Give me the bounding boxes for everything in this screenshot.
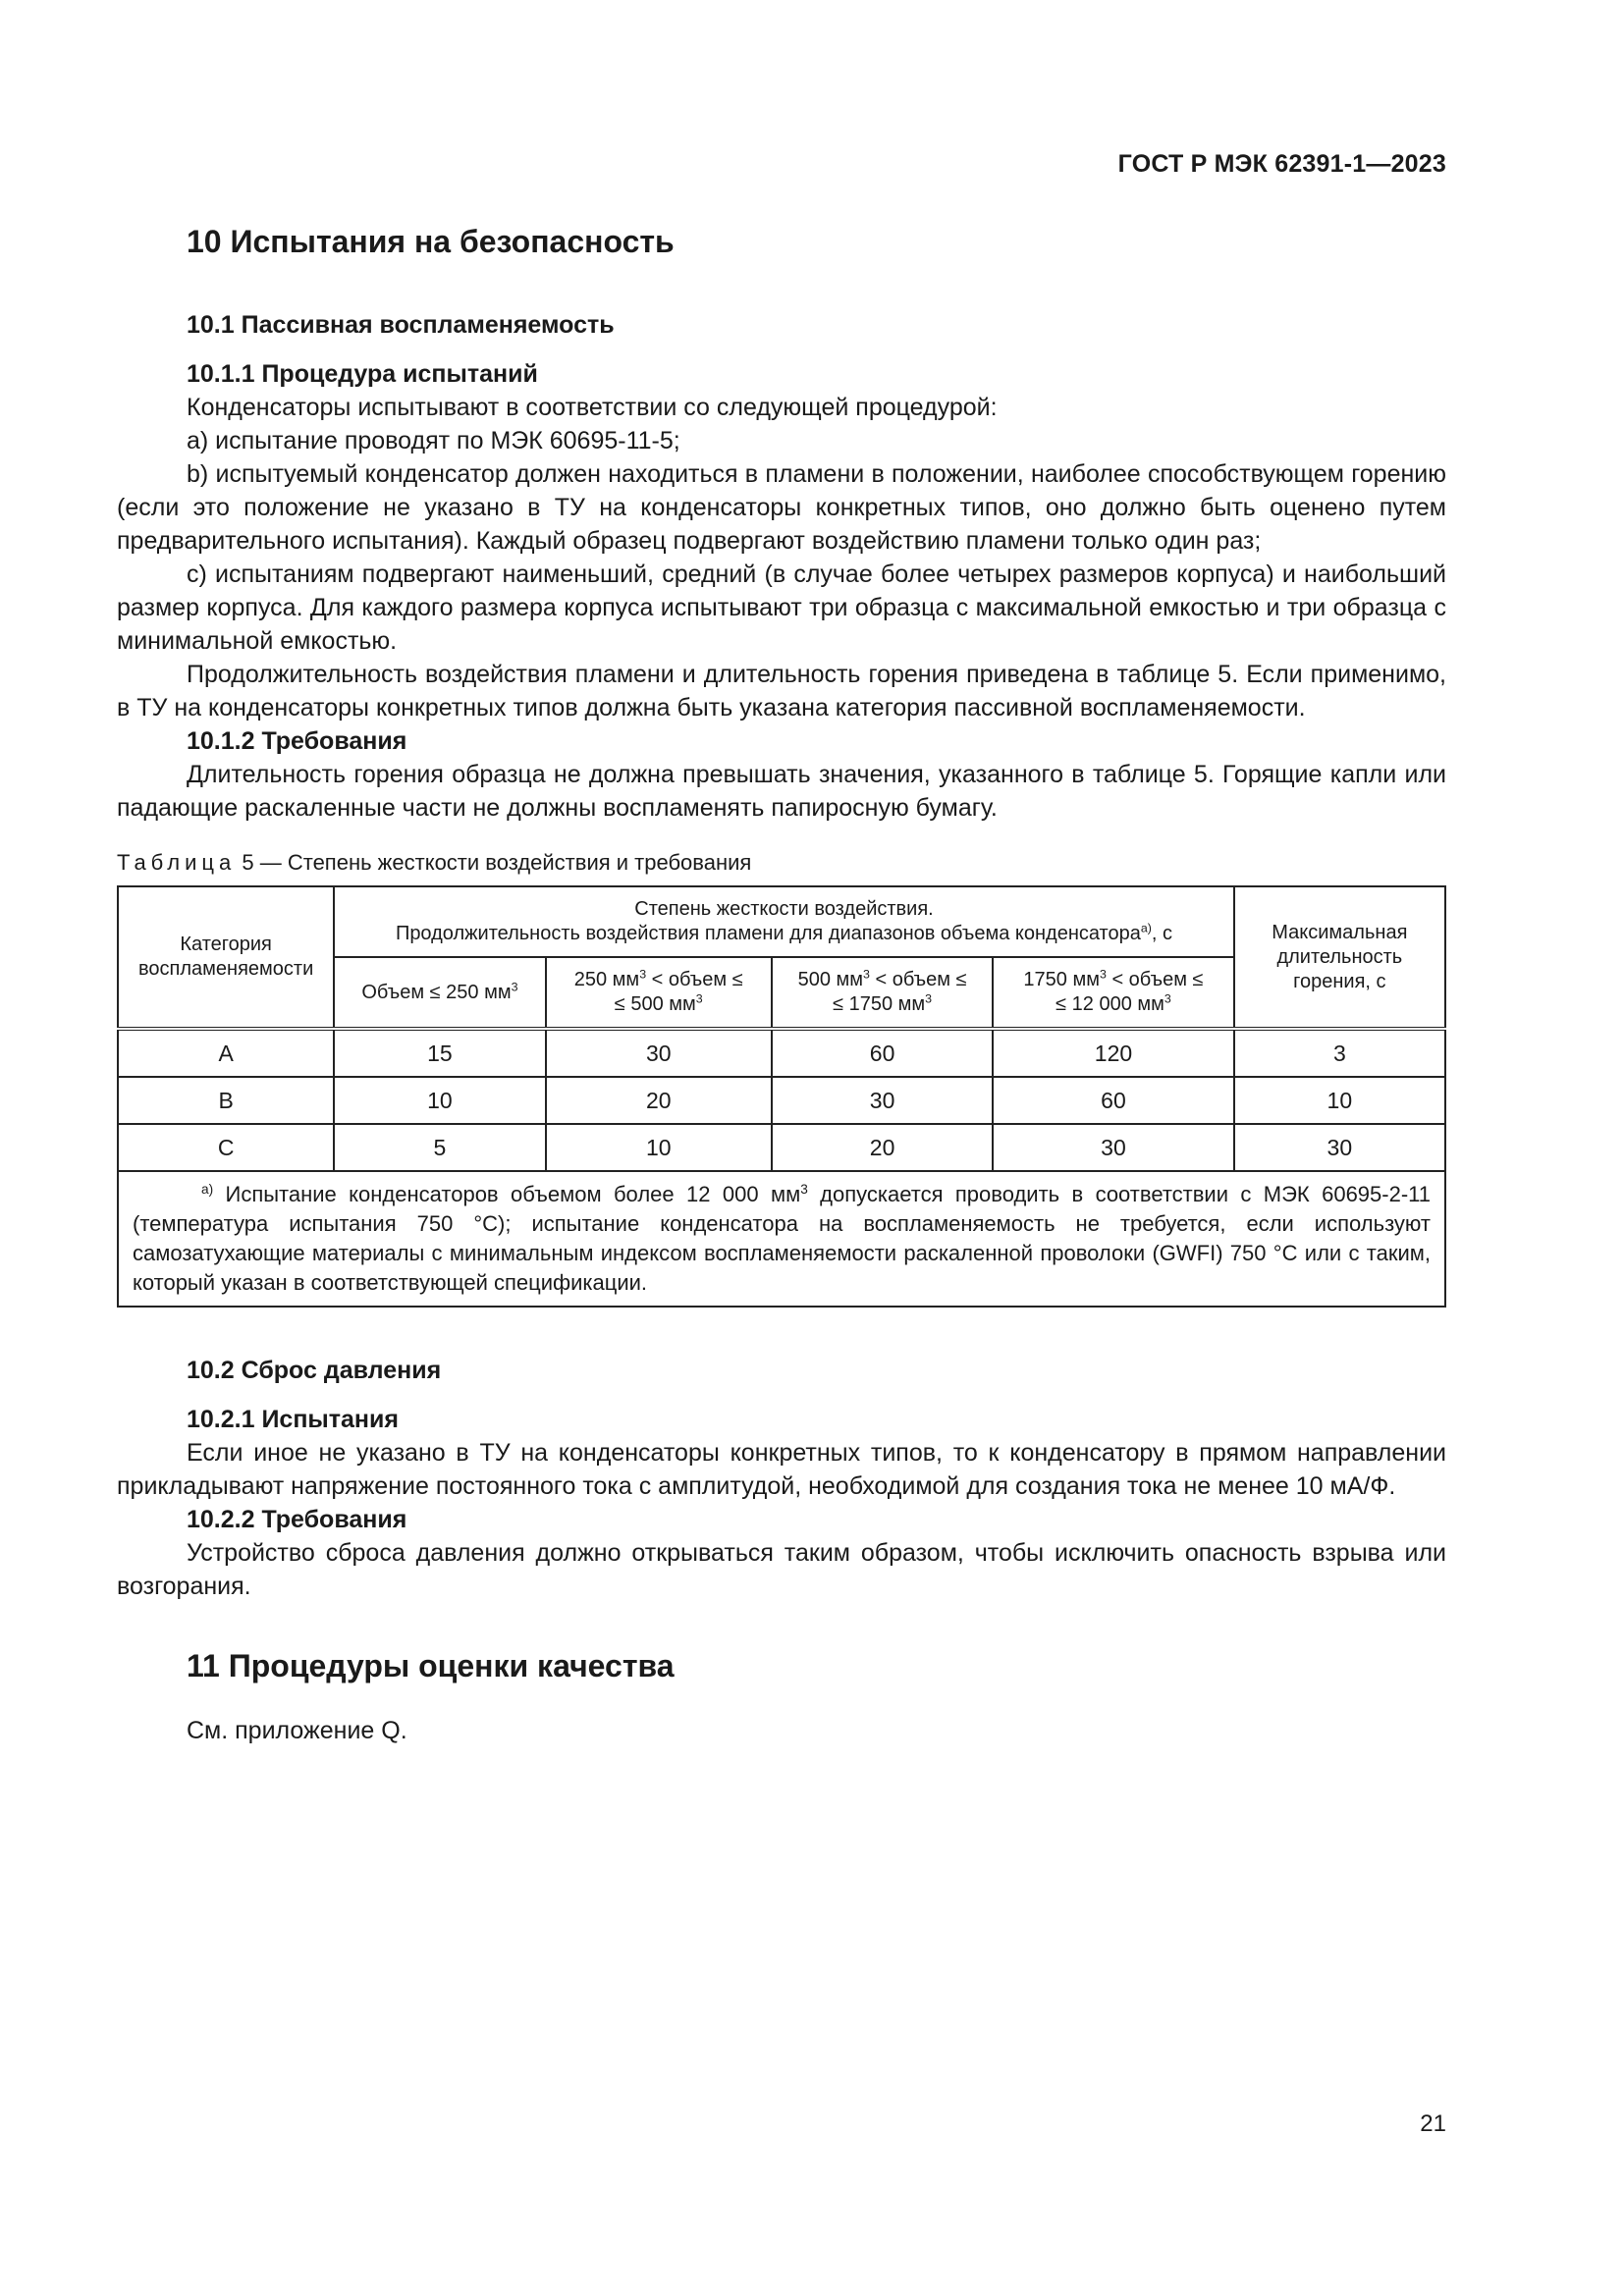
value-cell: 20 — [546, 1077, 772, 1124]
value-cell: 20 — [772, 1124, 993, 1171]
header-severity-subtitle: Продолжительность воздействия пламени для диапазонов объема конденсатора — [395, 923, 1141, 944]
table-caption-text: 5 — Степень жесткости воздействия и требования — [242, 850, 752, 875]
table-row — [118, 1124, 1445, 1171]
section-11-title: 11 Процедуры оценки качества — [187, 1648, 675, 1683]
section-10-2-1-title: 10.2.1 Испытания — [187, 1406, 399, 1433]
page-content — [117, 224, 1446, 1747]
pressure-test-paragraph: Если иное не указано в ТУ на конденсаторы конкретных типов, то к конденсатору в прямом направлении прикладывают напряжение постоянного тока с амплитудой, необходимой для создания тока не менее 10 мА/Ф. — [117, 1439, 1446, 1500]
section-10-1-1-title: 10.1.1 Процедура испытаний — [187, 360, 538, 388]
table-footnote — [118, 1171, 1445, 1307]
footnote-sup: 3 — [800, 1181, 808, 1197]
value-cell: 10 — [334, 1077, 545, 1124]
section-10-2-title: 10.2 Сброс давления — [187, 1357, 442, 1384]
header-severity — [334, 886, 1233, 957]
max-cell: 30 — [1234, 1124, 1445, 1171]
category-cell: C — [118, 1124, 334, 1171]
range-4: 1750 $мм^3$ < объем ≤ ≤ 12 000 $мм^3$ — [993, 957, 1233, 1029]
value-cell: 120 — [993, 1029, 1233, 1077]
value-cell: 60 — [772, 1029, 993, 1077]
procedure-item-c: с) испытаниям подвергают наименьший, средний (в случае более четырех размеров корпуса) и наибольший размер корпуса. Для каждого размера корпуса испытывают три образца с максимальной емкостью и три образца с минимальной емкостью. — [117, 561, 1446, 655]
value-cell: 30 — [546, 1029, 772, 1077]
requirements-paragraph: Длительность горения образца не должна превышать значения, указанного в таблице 5. Горящие капли или падающие раскаленные части не должны воспламенять папиросную бумагу. — [117, 761, 1446, 822]
table-header-row — [118, 886, 1445, 957]
page-number: 21 — [1420, 2110, 1446, 2137]
value-cell: 30 — [772, 1077, 993, 1124]
table-row — [118, 1029, 1445, 1077]
max-cell: 3 — [1234, 1029, 1445, 1077]
section-10-2-2-title: 10.2.2 Требования — [187, 1506, 407, 1533]
footnote-text-start: Испытание конденсаторов объемом более 12 000 мм — [213, 1182, 801, 1206]
header-max-duration: Максимальная длительность горения, с — [1234, 886, 1445, 1029]
max-cell: 10 — [1234, 1077, 1445, 1124]
section-10-title: 10 Испытания на безопасность — [187, 224, 675, 259]
header-severity-sup: a) — [1140, 921, 1152, 935]
footnote-text-end: допускается проводить в соответствии с МЭК 60695-2-11 (температура испытания 750 °С); испытание конденсатора на воспламеняемость не требуется, если используют самозатухающие материалы с минимальным индексом воспламеняемости раскаленной проволоки (GWFI) 750 °С или с таким, который указан в соответствующей спецификации. — [133, 1182, 1431, 1295]
pressure-requirements-paragraph: Устройство сброса давления должно открываться таким образом, чтобы исключить опасность взрыва или возгорания. — [117, 1539, 1446, 1600]
category-cell: B — [118, 1077, 334, 1124]
procedure-paragraph: Продолжительность воздействия пламени и длительность горения приведена в таблице 5. Если применимо, в ТУ на конденсаторы конкретных типов должна быть указана категория пассивной воспламеняемости. — [117, 661, 1446, 721]
value-cell: 15 — [334, 1029, 545, 1077]
header-severity-title: Степень жесткости воздействия. — [634, 898, 934, 920]
value-cell: 5 — [334, 1124, 545, 1171]
header-severity-suffix: , с — [1151, 923, 1173, 944]
standard-designation: ГОСТ Р МЭК 62391-1—2023 — [1117, 150, 1446, 178]
section-10-1-2-title: 10.1.2 Требования — [187, 727, 407, 755]
footnote-mark: a) — [201, 1181, 214, 1197]
header-category: Категория воспламеняемости — [118, 886, 334, 1029]
value-cell: 10 — [546, 1124, 772, 1171]
range-1: Объем ≤ 250 $мм^3$ — [334, 957, 545, 1029]
section-10-1-title: 10.1 Пассивная воспламеняемость — [187, 311, 615, 339]
table-footnote-row — [118, 1171, 1445, 1307]
procedure-item-b: b) испытуемый конденсатор должен находиться в пламени в положении, наиболее способствующем горению (если это положение не указано в ТУ на конденсаторы конкретных типов, оно должно быть оценено путем предварительного испытания). Каждый образец подвергают воздействию пламени только один раз; — [117, 460, 1446, 555]
procedure-intro: Конденсаторы испытывают в соответствии со следующей процедурой: — [187, 394, 998, 421]
table-row — [118, 1077, 1445, 1124]
range-3: 500 $мм^3$ < объем ≤ ≤ 1750 $мм^3$ — [772, 957, 993, 1029]
value-cell: 60 — [993, 1077, 1233, 1124]
severity-table — [117, 885, 1446, 1308]
value-cell: 30 — [993, 1124, 1233, 1171]
range-2: 250 $мм^3$ < объем ≤ ≤ 500 $мм^3$ — [546, 957, 772, 1029]
section-11-paragraph: См. приложение Q. — [187, 1717, 407, 1744]
category-cell: A — [118, 1029, 334, 1077]
table-caption-label: Таблица — [117, 850, 237, 875]
procedure-item-a: а) испытание проводят по МЭК 60695-11-5; — [187, 427, 680, 454]
table-caption — [117, 850, 1446, 876]
